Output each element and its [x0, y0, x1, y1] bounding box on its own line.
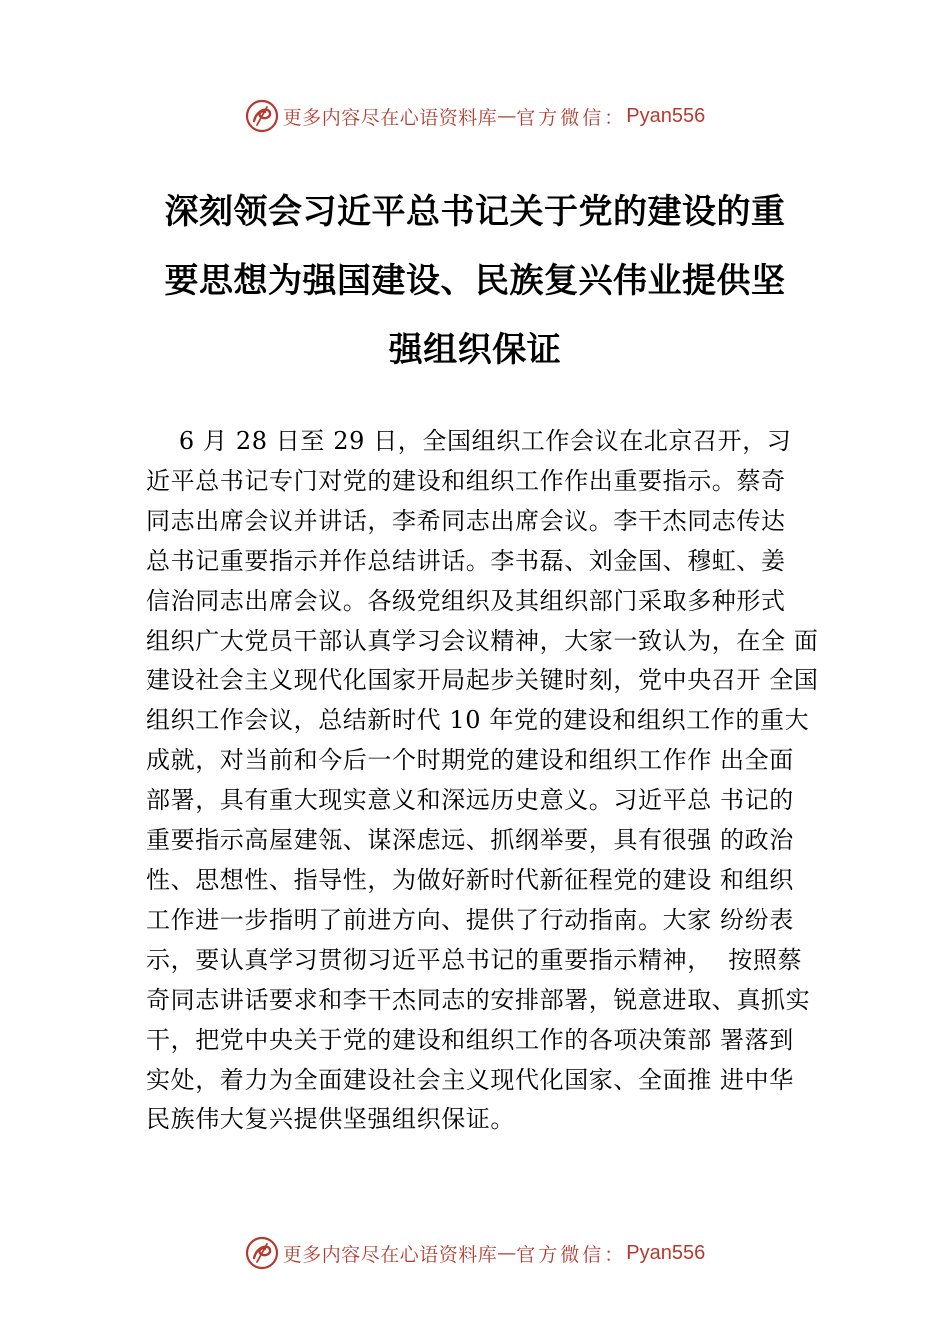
swirl-logo-icon — [245, 99, 279, 133]
paragraph-line: 工作进一步指明了前进方向、提供了行动指南。大家 纷纷表 — [146, 905, 794, 934]
watermark-dash: — — [497, 105, 517, 127]
header-watermark-banner — [0, 96, 950, 136]
footer-watermark-banner — [0, 1233, 950, 1273]
watermark-wechat-id: Pyan556 — [626, 104, 706, 127]
paragraph-line: 同志出席会议并讲话，李希同志出席会议。李干杰同志传达 — [146, 506, 786, 535]
watermark-main-text: 更多内容尽在心语资料库 — [282, 1243, 498, 1266]
paragraph-line: 成就，对当前和今后一个时期党的建设和组织工作作 出全面 — [146, 746, 794, 775]
paragraph-line: 组织广大党员干部认真学习会议精神，大家一致认为，在全 面 — [146, 626, 819, 655]
paragraph-line: 总书记重要指示并作总结讲话。李书磊、刘金国、穆虹、姜 — [146, 546, 786, 575]
title-line: 深刻领会习近平总书记关于党的建设的重 — [164, 192, 786, 232]
paragraph-line: 奇同志讲话要求和李干杰同志的安排部署，锐意进取、真抓实 — [146, 985, 811, 1014]
title-line: 要思想为强国建设、民族复兴伟业提供坚 — [164, 261, 786, 301]
paragraph-line: 6 月 28 日至 29 日，全国组织工作会议在北京召开，习 — [146, 427, 792, 455]
watermark-main-text: 更多内容尽在心语资料库 — [282, 106, 498, 129]
paragraph-line: 信治同志出席会议。各级党组织及其组织部门采取多种形式 — [146, 586, 786, 615]
paragraph-line: 近平总书记专门对党的建设和组织工作作出重要指示。蔡奇 — [146, 466, 786, 495]
body-paragraph — [146, 422, 834, 1140]
watermark-official-label: 官方微信： — [516, 1243, 627, 1266]
paragraph-line: 建设社会主义现代化国家开局起步关键时刻，党中央召开 全国 — [146, 666, 819, 695]
paragraph-line: 性、思想性、指导性，为做好新时代新征程党的建设 和组织 — [146, 865, 794, 894]
paragraph-line: 部署，具有重大现实意义和深远历史意义。习近平总 书记的 — [146, 786, 794, 815]
watermark-wechat-id: Pyan556 — [626, 1241, 706, 1264]
paragraph-line: 重要指示高屋建瓴、谋深虑远、抓纲举要，具有很强 的政治 — [146, 826, 794, 855]
title-line: 强组织保证 — [388, 330, 562, 370]
paragraph-line: 民族伟大复兴提供坚强组织保证。 — [146, 1105, 515, 1134]
paragraph-line: 组织工作会议，总结新时代 10 年党的建设和组织工作的重大 — [146, 706, 810, 735]
document-title — [150, 178, 800, 385]
swirl-logo-icon — [245, 1236, 279, 1270]
watermark-official-label: 官方微信： — [516, 106, 627, 129]
paragraph-line: 实处，着力为全面建设社会主义现代化国家、全面推 进中华 — [146, 1065, 794, 1094]
paragraph-line: 示，要认真学习贯彻习近平总书记的重要指示精神， 按照蔡 — [146, 945, 803, 974]
watermark-dash: — — [497, 1242, 517, 1264]
paragraph-line: 干，把党中央关于党的建设和组织工作的各项决策部 署落到 — [146, 1025, 794, 1054]
